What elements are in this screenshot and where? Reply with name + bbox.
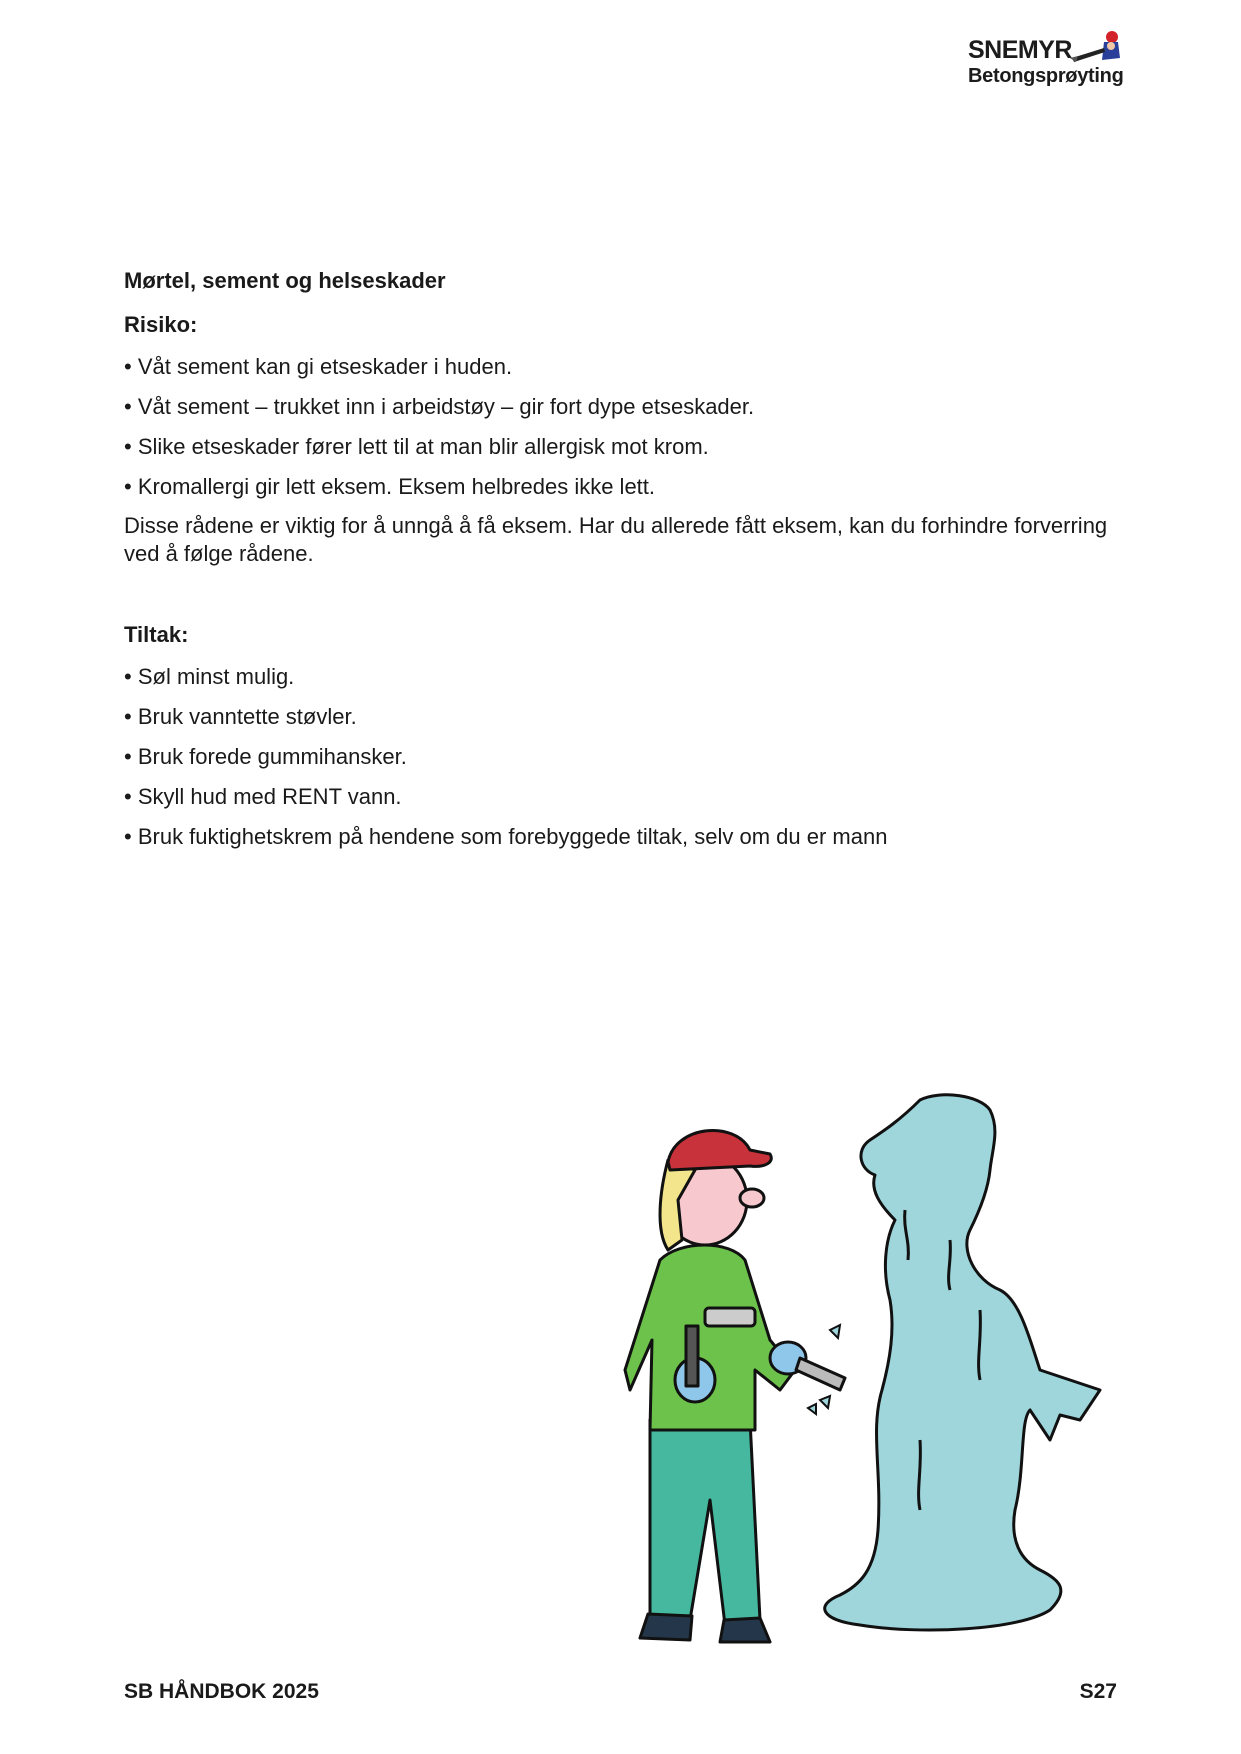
cement-statue	[825, 1095, 1100, 1630]
page-title: Mørtel, sement og helseskader	[124, 268, 446, 293]
measures-heading: Tiltak:	[124, 622, 189, 647]
list-item: • Kromallergi gir lett eksem. Eksem helbredes ikke lett.	[124, 472, 1124, 502]
measures-list	[124, 662, 1124, 852]
risk-heading: Risiko:	[124, 312, 198, 337]
list-item: • Slike etseskader fører lett til at man blir allergisk mot krom.	[124, 432, 1124, 462]
list-item: • Våt sement – trukket inn i arbeidstøy – gir fort dype etseskader.	[124, 392, 1124, 422]
worker-shirt	[625, 1245, 795, 1430]
main-content	[124, 266, 1124, 862]
footer-handbook-title: SB HÅNDBOK 2025	[124, 1680, 319, 1703]
logo-sub-text: Betongsprøyting	[968, 65, 1124, 87]
risk-list	[124, 352, 1124, 502]
list-item: • Bruk forede gummihansker.	[124, 742, 1124, 772]
page-number: S27	[1079, 1680, 1117, 1703]
list-item: • Bruk fuktighetskrem på hendene som forebyggede tiltak, selv om du er mann	[124, 822, 1124, 852]
advice-note: Disse rådene er viktig for å unngå å få eksem. Har du allerede fått eksem, kan du forhindre forverring ved å følge rådene.	[124, 513, 1108, 566]
worker-chiselling-statue-illustration	[620, 1090, 1120, 1650]
company-logo	[966, 28, 1126, 92]
worker-pants	[650, 1420, 760, 1625]
list-item: • Søl minst mulig.	[124, 662, 1124, 692]
list-item: • Våt sement kan gi etseskader i huden.	[124, 352, 1124, 382]
list-item: • Skyll hud med RENT vann.	[124, 782, 1124, 812]
logo-brand-text: SNEMYR	[968, 36, 1072, 64]
list-item: • Bruk vanntette støvler.	[124, 702, 1124, 732]
spraying-worker-icon	[1068, 28, 1124, 68]
worker-cap	[668, 1130, 771, 1170]
